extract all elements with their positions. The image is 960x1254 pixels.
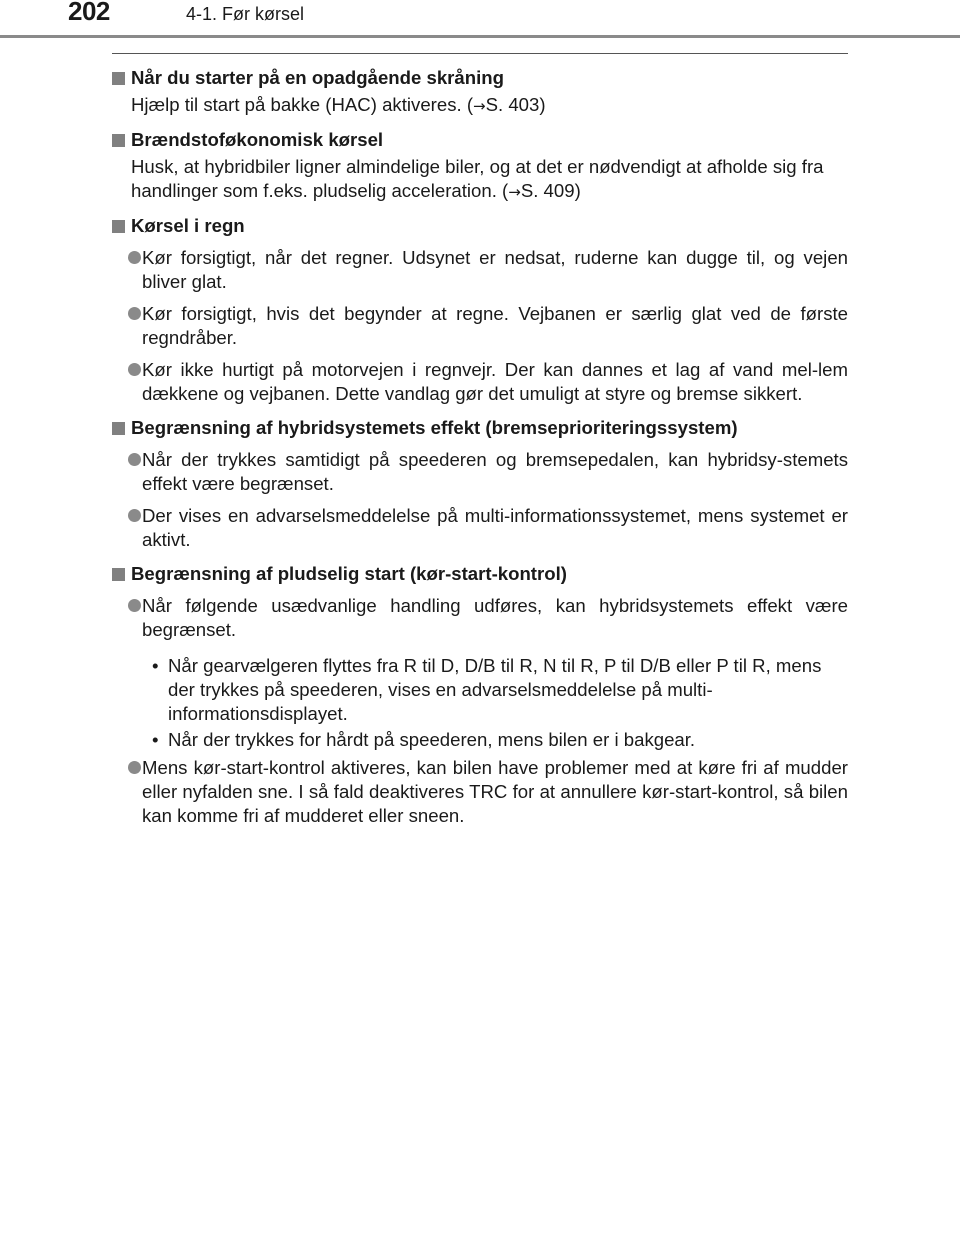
circle-bullet-icon [128,363,141,376]
section-heading: Begrænsning af pludselig start (kør-start-kontrol) [112,562,848,586]
list-item: Når følgende usædvanlige handling udføres, kan hybridsystemets effekt være begrænset. [112,594,848,642]
square-bullet-icon [112,568,125,581]
circle-bullet-icon [128,453,141,466]
content-rule [112,53,848,54]
section-heading: Kørsel i regn [112,214,848,238]
list-item: Der vises en advarselsmeddelelse på multi-informationssystemet, mens systemet er aktivt. [112,504,848,552]
page-reference-link[interactable]: S. 409) [520,180,581,201]
list-item: Når der trykkes samtidigt på speederen og bremsepedalen, kan hybridsy-stemets effekt være begrænset. [112,448,848,496]
section-title: 4-1. Før kørsel [186,4,305,24]
circle-bullet-icon [128,251,141,264]
list-item: Kør forsigtigt, hvis det begynder at regne. Vejbanen er særlig glat ved de første regndråber. [112,302,848,350]
sub-list-item: • Når gearvælgeren flyttes fra R til D, D/B til R, N til R, P til D/B eller P til R, mens der trykkes på speederen, vises en advarselsmeddelelse på multi-informationsdisplayet. [152,655,822,724]
square-bullet-icon [112,220,125,233]
square-bullet-icon [112,72,125,85]
circle-bullet-icon [128,761,141,774]
paragraph: Husk, at hybridbiler ligner almindelige biler, og at det er nødvendigt at afholde sig fra handlinger som f.eks. pludselig acceleration. (→S. 409) [131,156,824,201]
page-reference-link[interactable]: S. 403) [485,94,546,115]
circle-bullet-icon [128,599,141,612]
small-bullet-icon: • [152,729,159,750]
section-heading: Når du starter på en opadgående skråning [112,66,848,90]
section-heading: Begrænsning af hybridsystemets effekt (bremseprioriteringssystem) [112,416,848,440]
small-bullet-icon: • [152,655,159,676]
list-item: Kør forsigtigt, når det regner. Udsynet er nedsat, ruderne kan dugge til, og vejen bliver glat. [112,246,848,294]
list-item: Mens kør-start-kontrol aktiveres, kan bilen have problemer med at køre fri af mudder eller nyfalden sne. I så fald deaktiveres TRC for at annullere kør-start-kontrol, så bilen kan komme fri af mudderet eller sneen. [112,756,848,828]
square-bullet-icon [112,134,125,147]
section-heading: Brændstoføkonomisk kørsel [112,128,848,152]
circle-bullet-icon [128,307,141,320]
paragraph: Hjælp til start på bakke (HAC) aktiveres. (→S. 403) [131,94,546,115]
header-rule [0,35,960,38]
page-number: 202 [68,0,110,26]
square-bullet-icon [112,422,125,435]
circle-bullet-icon [128,509,141,522]
sub-list-item: • Når der trykkes for hårdt på speederen, mens bilen er i bakgear. [152,729,696,750]
page-content [112,66,848,828]
list-item: Kør ikke hurtigt på motorvejen i regnvejr. Der kan dannes et lag af vand mel-lem dækkene og vejbanen. Dette vandlag gør det umuligt at styre og bremse sikkert. [112,358,848,406]
arrow-right-icon: → [473,97,486,115]
arrow-right-icon: → [508,183,521,201]
